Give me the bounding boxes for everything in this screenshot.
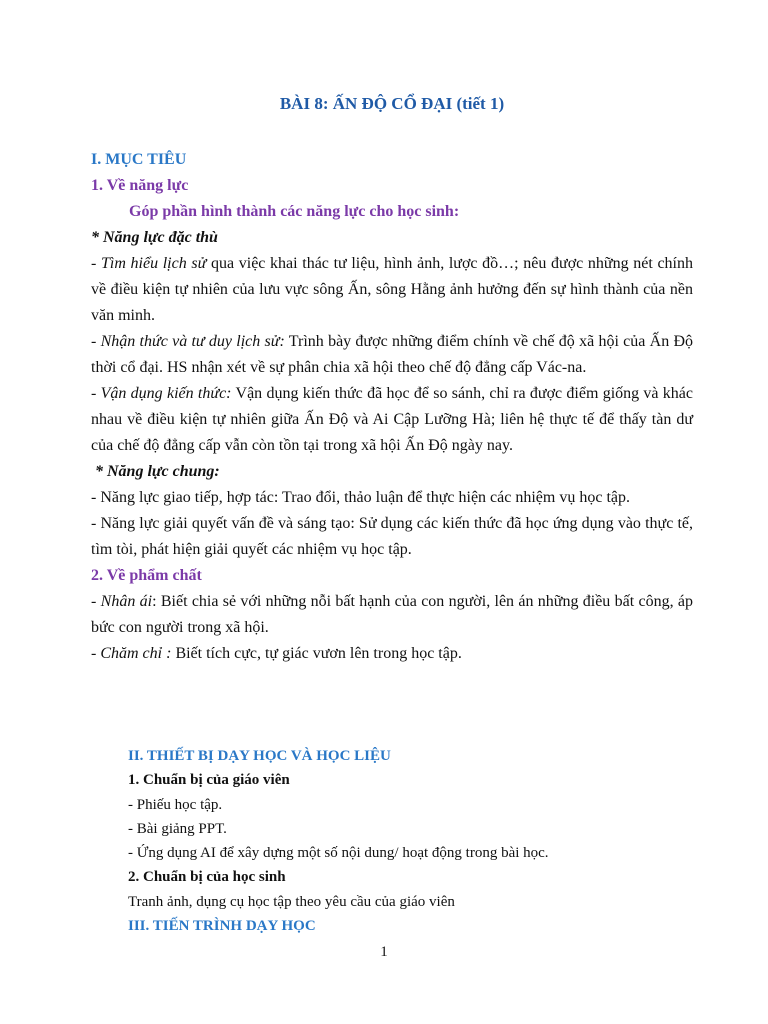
item-lead: - (91, 385, 101, 402)
quality-item (91, 589, 693, 641)
item-text: : Biết chia sẻ với những nỗi bất hạnh của con người, lên án những điều bất công, áp bức con người trong xã hội. (91, 593, 694, 636)
teacher-item: - Phiếu học tập. (128, 796, 223, 813)
student-prep-heading: 2. Chuẩn bị của học sinh (128, 869, 286, 886)
teacher-prep-heading: 1. Chuẩn bị của giáo viên (128, 772, 290, 789)
student-prep-text: Tranh ảnh, dụng cụ học tập theo yêu cầu của giáo viên (128, 893, 455, 910)
section-heading-thiet-bi: II. THIẾT BỊ DẠY HỌC VÀ HỌC LIỆU (128, 748, 391, 764)
main-content (91, 147, 693, 667)
item-text: Trình bày được những điểm chính về chế độ xã hội của Ấn Độ thời cổ đại. HS nhận xét về sự phân chia xã hội theo chế độ đẳng cấp Vác-na. (91, 333, 694, 376)
general-item: - Năng lực giải quyết vấn đề và sáng tạo: Sử dụng các kiến thức đã học ứng dụng vào thực tế, tìm tòi, phát hiện giải quyết các nhiệm vụ học tập. (91, 515, 693, 558)
special-competence-heading: * Năng lực đặc thù (91, 229, 218, 246)
item-lead: - (91, 255, 101, 272)
section-heading-muc-tieu: I. MỤC TIÊU (91, 151, 187, 168)
title-text: BÀI 8: ẤN ĐỘ CỔ ĐẠI (279, 94, 453, 113)
quality-item (91, 641, 693, 667)
title-suffix: (tiết 1) (456, 94, 505, 113)
item-lead: - (91, 645, 101, 662)
item-text: qua việc khai thác tư liệu, hình ảnh, lược đồ…; nêu được những nét chính về điều kiện tự nhiên của lưu vực sông Ấn, sông Hằng ảnh hưởng đến sự hình thành của nền văn minh. (91, 255, 694, 324)
teacher-item: - Bài giảng PPT. (128, 820, 227, 837)
general-competence-heading: * Năng lực chung: (91, 463, 220, 480)
teacher-item: - Ứng dụng AI để xây dựng một số nội dung/ hoạt động trong bài học. (128, 845, 549, 862)
page-number: 1 (380, 944, 388, 960)
item-lead: - (91, 333, 101, 350)
general-item: - Năng lực giao tiếp, hợp tác: Trao đổi, thảo luận để thực hiện các nhiệm vụ học tập. (91, 489, 630, 506)
item-text: Vận dụng kiến thức đã học để so sánh, chỉ ra được điểm giống và khác nhau về điều kiện tự nhiên giữa Ấn Độ và Ai Cập Lưỡng Hà; liên hệ thực tế để thấy tàn dư của chế độ đẳng cấp vẫn còn tồn tại trong xã hội Ấn Độ ngày nay. (91, 385, 694, 454)
section-heading-tien-trinh: III. TIẾN TRÌNH DẠY HỌC (128, 918, 316, 935)
item-term: Nhận thức và tư duy lịch sử: (100, 333, 285, 350)
page-title (91, 94, 693, 114)
item-term: Vận dụng kiến thức: (100, 385, 232, 402)
competence-item (91, 251, 693, 329)
item-term: Nhân ái (100, 593, 153, 610)
item-lead: - (91, 593, 101, 610)
item-term: Tìm hiểu lịch sử (100, 255, 207, 272)
item-text: Biết tích cực, tự giác vươn lên trong học tập. (171, 645, 462, 662)
competence-item (91, 329, 693, 381)
competence-item (91, 381, 693, 459)
intro-text: Góp phần hình thành các năng lực cho học sinh: (129, 203, 460, 220)
subsection-heading-nang-luc: 1. Về năng lực (91, 177, 189, 194)
subsection-heading-pham-chat: 2. Về phẩm chất (91, 567, 202, 584)
equipment-section (128, 744, 693, 938)
item-term: Chăm chỉ : (100, 645, 172, 662)
